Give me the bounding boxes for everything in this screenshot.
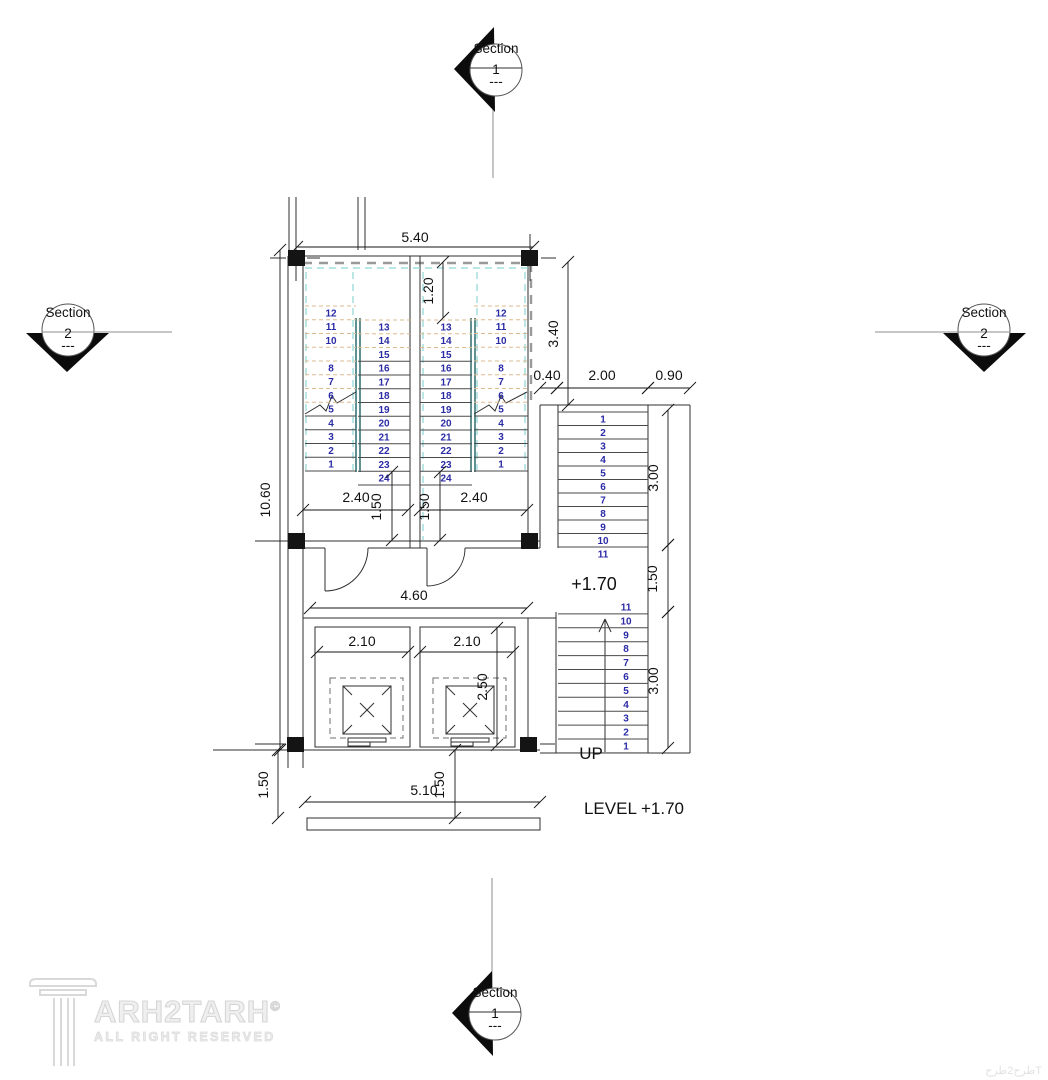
- stair-step-number: 23: [378, 459, 390, 471]
- watermark-tagline: ALL RIGHT RESERVED: [94, 1030, 276, 1044]
- stair-step-number: 13: [440, 322, 452, 334]
- stair-flight: [558, 602, 648, 752]
- copyright-icon: ©: [270, 998, 281, 1014]
- elevator-cab-dashed: [433, 678, 506, 738]
- stair-step-number: 20: [378, 418, 390, 430]
- stair-step-number: 1: [600, 414, 606, 426]
- stair-flight: [305, 306, 356, 471]
- stair-step-number: 10: [597, 535, 609, 547]
- stair-step-number: 19: [440, 404, 452, 416]
- level-mark-label: +1.70: [571, 574, 617, 594]
- stair-step-number: 12: [495, 308, 507, 320]
- stair-step-number: 15: [440, 349, 452, 361]
- dim-text: 2.40: [342, 489, 370, 505]
- stair-step-number: 10: [495, 335, 507, 347]
- stair-step-number: 4: [328, 418, 334, 430]
- stair-step-number: 9: [600, 522, 606, 534]
- stair-step-number: 3: [600, 441, 606, 453]
- stair-flight: [420, 320, 472, 485]
- dim-text: 1.50: [644, 565, 660, 593]
- section-title: Section: [961, 305, 1007, 320]
- stair-step-number: 2: [623, 727, 629, 739]
- stair-flight: [358, 320, 410, 485]
- stair-step-number: 24: [378, 473, 390, 485]
- dim-text: 5.40: [401, 229, 429, 245]
- section-number: 2: [64, 326, 72, 341]
- stair-step-number: 5: [328, 404, 334, 416]
- dim-text: 3.00: [645, 667, 661, 695]
- stair-step-number: 22: [378, 446, 390, 458]
- stair-step-number: 21: [440, 432, 452, 444]
- stair-step-number: 7: [623, 658, 629, 670]
- column: [287, 737, 304, 752]
- column: [288, 533, 305, 549]
- corner-watermark: طرح2طرحT: [985, 1065, 1042, 1077]
- stair-step-number: 11: [597, 549, 609, 561]
- stair-step-number: 4: [498, 418, 504, 430]
- stair-step-number: 4: [600, 454, 606, 466]
- elevator-sill: [348, 742, 370, 746]
- dim-text: 1.20: [420, 277, 436, 305]
- dim-text: 2.50: [474, 673, 490, 701]
- watermark-brand: ARH2TARH©: [94, 994, 281, 1029]
- dim-text: 3.00: [645, 464, 661, 492]
- dim-text: 2.40: [460, 489, 488, 505]
- stair-step-number: 11: [325, 322, 337, 334]
- dim-text: 0.40: [533, 367, 561, 383]
- stair-flight: [558, 412, 648, 560]
- stair-up-arrow: [599, 619, 611, 752]
- stair-step-number: 8: [328, 363, 334, 375]
- section-sheet: ---: [488, 1018, 502, 1033]
- stair-step-number: 16: [440, 363, 452, 375]
- stair-step-number: 3: [498, 432, 504, 444]
- stair-step-number: 3: [623, 713, 629, 725]
- door-swing-arc: [427, 548, 465, 586]
- stair-step-number: 13: [378, 322, 390, 334]
- section-number: 1: [492, 62, 500, 77]
- stair-step-number: 23: [440, 459, 452, 471]
- dim-text: 3.40: [545, 320, 561, 348]
- stair-step-number: 5: [623, 685, 629, 697]
- stair-step-number: 6: [600, 481, 606, 493]
- break-lines: [305, 392, 527, 414]
- up-label: UP: [579, 744, 603, 763]
- stair-step-number: 7: [328, 377, 334, 389]
- dim-text: 0.90: [655, 367, 683, 383]
- section-title: Section: [472, 985, 518, 1000]
- stair-step-number: 8: [600, 508, 606, 520]
- stair-step-number: 14: [440, 336, 452, 348]
- watermark-logo-column-icon: [28, 974, 98, 1070]
- stair-step-number: 12: [325, 308, 337, 320]
- doors: [325, 548, 465, 591]
- stair-step-number: 21: [378, 432, 390, 444]
- door-swing-arc: [325, 548, 368, 591]
- stair-step-number: 5: [498, 404, 504, 416]
- section-marker-top: [454, 27, 522, 178]
- stair-step-number: 18: [440, 391, 452, 403]
- stair-step-number: 2: [600, 427, 606, 439]
- section-sheet: ---: [977, 338, 991, 353]
- stair-step-number: 5: [600, 468, 606, 480]
- section-marker-left: [26, 304, 172, 372]
- stair-step-number: 10: [325, 335, 337, 347]
- stair-step-number: 1: [328, 459, 334, 471]
- section-marker-right: [875, 304, 1026, 372]
- stair-step-number: 3: [328, 432, 334, 444]
- dim-text: 2.10: [453, 633, 481, 649]
- stair-step-number: 14: [378, 336, 390, 348]
- column: [521, 250, 538, 266]
- column: [521, 533, 538, 549]
- stair-step-number: 2: [498, 445, 504, 457]
- stair-step-number: 6: [328, 390, 334, 402]
- stair-step-number: 15: [378, 349, 390, 361]
- column: [520, 737, 537, 752]
- dim-text: 2.00: [588, 367, 616, 383]
- dim-text: 10.60: [257, 482, 273, 518]
- section-number: 1: [491, 1006, 499, 1021]
- elevator-sill: [348, 738, 386, 742]
- stair-step-number: 11: [620, 602, 632, 614]
- stair-step-number: 4: [623, 699, 629, 711]
- section-title: Section: [473, 41, 519, 56]
- watermark: [28, 974, 281, 1070]
- stair-step-number: 20: [440, 418, 452, 430]
- column: [288, 250, 305, 266]
- dim-text: 4.60: [400, 587, 428, 603]
- stair-step-number: 16: [378, 363, 390, 375]
- dim-text: 1.50: [255, 771, 271, 799]
- stair-step-number: 24: [440, 473, 452, 485]
- stair-step-number: 11: [495, 322, 507, 334]
- stair-step-number: 7: [498, 377, 504, 389]
- level-caption: LEVEL +1.70: [583, 799, 685, 818]
- stair-step-number: 17: [378, 377, 390, 389]
- entry-slab: [307, 818, 540, 830]
- stair-step-number: 6: [623, 671, 629, 683]
- section-title: Section: [45, 305, 91, 320]
- stair-step-number: 1: [623, 741, 629, 753]
- stair-step-number: 6: [498, 390, 504, 402]
- stair-step-number: 22: [440, 446, 452, 458]
- section-sheet: ---: [61, 338, 75, 353]
- stair-flight: [474, 306, 528, 471]
- dim-text: 1.50: [416, 493, 432, 521]
- stair-step-number: 8: [623, 644, 629, 656]
- stair-step-number: 18: [378, 391, 390, 403]
- section-marker-bottom: [452, 878, 521, 1056]
- elevator-cab-dashed: [330, 678, 403, 738]
- stair-step-number: 17: [440, 377, 452, 389]
- stair-step-number: 7: [600, 495, 606, 507]
- stair-step-number: 10: [620, 616, 632, 628]
- stair-step-number: 9: [623, 630, 629, 642]
- stair-step-number: 19: [378, 404, 390, 416]
- stair-step-number: 2: [328, 445, 334, 457]
- dim-text: 1.50: [431, 771, 447, 799]
- elevator-sill: [451, 742, 473, 746]
- dim-text: 1.50: [368, 493, 384, 521]
- elevator-sill: [451, 738, 489, 742]
- section-sheet: ---: [489, 74, 503, 89]
- stair-step-number: 1: [498, 459, 504, 471]
- dim-text: 5.10: [410, 782, 438, 798]
- section-number: 2: [980, 326, 988, 341]
- stair-step-number: 8: [498, 363, 504, 375]
- dim-text: 2.10: [348, 633, 376, 649]
